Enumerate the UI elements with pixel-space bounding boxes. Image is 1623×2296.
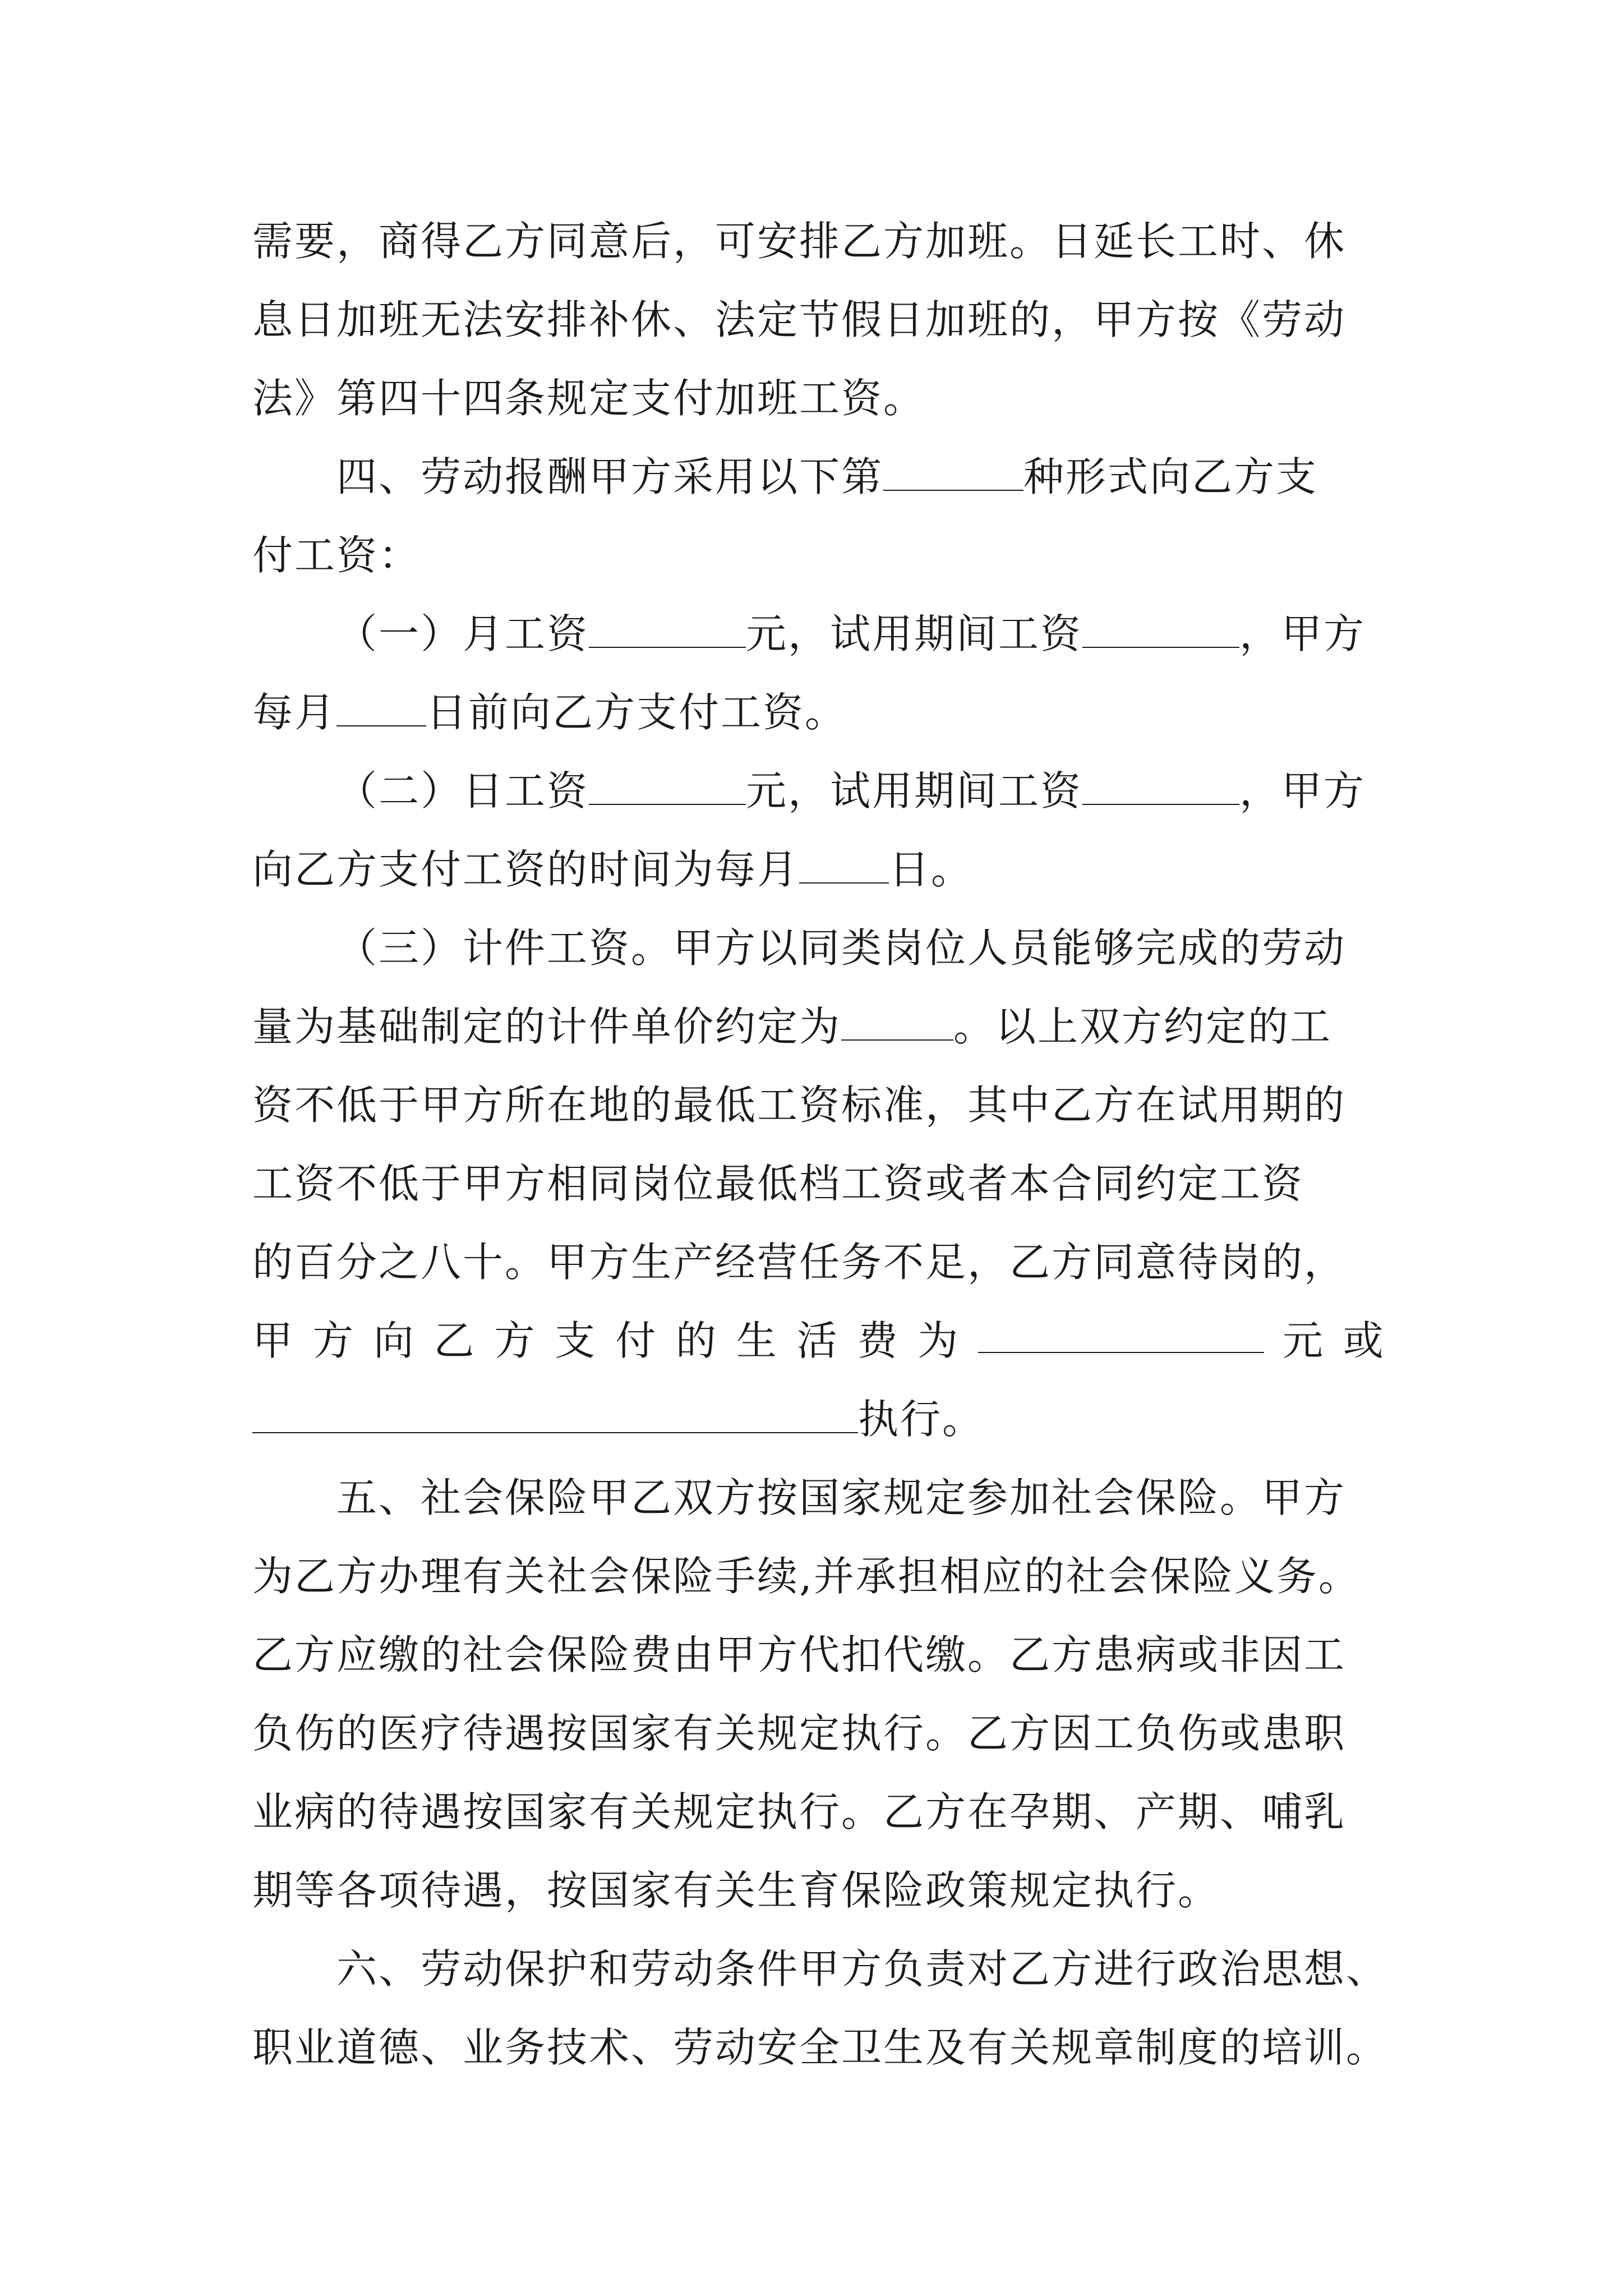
item-three-line-1: （三）计件工资。甲方以同类岗位人员能够完成的劳动 bbox=[336, 924, 1347, 972]
section-five-line-2: 为乙方办理有关社会保险手续,并承担相应的社会保险义务。 bbox=[252, 1553, 1361, 1600]
daily-pay-day-blank[interactable] bbox=[799, 882, 889, 884]
living-allowance-char: 活 bbox=[796, 1317, 839, 1364]
payment-form-blank[interactable] bbox=[883, 489, 1023, 491]
living-allowance-char: 付 bbox=[615, 1317, 658, 1364]
daily-wage-label: （二）日工资 bbox=[336, 767, 589, 815]
monthly-wage-label: （一）月工资 bbox=[336, 610, 589, 657]
section-five-line-1: 五、社会保险甲乙双方按国家规定参加社会保险。甲方 bbox=[336, 1474, 1347, 1521]
living-allowance-char: 生 bbox=[736, 1317, 778, 1364]
living-allowance-char: 乙 bbox=[434, 1317, 476, 1364]
overtime-line-1: 需要，商得乙方同意后，可安排乙方加班。日延长工时、休 bbox=[252, 218, 1347, 265]
overtime-line-2: 息日加班无法安排补休、法定节假日加班的，甲方按《劳动 bbox=[252, 296, 1347, 343]
living-allowance-char: 费 bbox=[857, 1317, 900, 1364]
section-five-line-3: 乙方应缴的社会保险费由甲方代扣代缴。乙方患病或非因工 bbox=[252, 1631, 1347, 1678]
section-four-heading: 四、劳动报酬甲方采用以下第 bbox=[336, 453, 884, 500]
section-four-line-2: 付工资： bbox=[252, 532, 421, 579]
living-allowance-char: 方 bbox=[494, 1317, 537, 1364]
living-allowance-char: 甲 bbox=[252, 1317, 295, 1364]
overtime-line-3: 法》第四十四条规定支付加班工资。 bbox=[252, 375, 926, 422]
section-six-line-2: 职业道德、业务技术、劳动安全卫生及有关规章制度的培训。 bbox=[252, 2024, 1389, 2071]
item-three-line-5: 的百分之八十。甲方生产经营任务不足，乙方同意待岗的， bbox=[252, 1239, 1347, 1286]
item-three-line-6 bbox=[252, 1301, 1385, 1380]
document-page bbox=[252, 202, 1389, 2087]
piece-rate-text: 。以上双方约定的工 bbox=[953, 1003, 1332, 1050]
daily-pay-day-text: 日。 bbox=[889, 846, 974, 893]
living-allowance-char: 支 bbox=[555, 1317, 597, 1364]
living-allowance-or: 或 bbox=[1343, 1317, 1385, 1364]
probation-wage-blank[interactable] bbox=[1082, 646, 1239, 648]
item-three-line-2 bbox=[252, 987, 1385, 1066]
section-five-line-6: 期等各项待遇，按国家有关生育保险政策规定执行。 bbox=[252, 1867, 1220, 1914]
daily-wage-blank[interactable] bbox=[589, 803, 746, 805]
living-allowance-unit: 元 bbox=[1282, 1317, 1325, 1364]
living-allowance-char: 方 bbox=[312, 1317, 355, 1364]
living-allowance-blank[interactable] bbox=[978, 1351, 1264, 1353]
item-three-line-4: 工资不低于甲方相同岗位最低档工资或者本合同约定工资 bbox=[252, 1160, 1304, 1207]
piece-rate-blank[interactable] bbox=[841, 1039, 953, 1041]
section-five-line-4: 负伤的医疗待遇按国家有关规定执行。乙方因工负伤或患职 bbox=[252, 1710, 1347, 1757]
item-one-tail: ，甲方 bbox=[1239, 610, 1366, 657]
item-two-line-2 bbox=[252, 830, 1385, 909]
monthly-wage-blank[interactable] bbox=[589, 646, 746, 648]
pay-day-label: 每月 bbox=[252, 689, 337, 736]
living-allowance-alt-blank[interactable] bbox=[252, 1432, 858, 1433]
item-two-tail: ，甲方 bbox=[1239, 767, 1366, 815]
item-three-line-3: 资不低于甲方所在地的最低工资标准，其中乙方在试用期的 bbox=[252, 1082, 1347, 1129]
pay-day-blank[interactable] bbox=[336, 725, 426, 726]
execute-text: 执行。 bbox=[858, 1396, 985, 1443]
section-five-line-5: 业病的待遇按国家有关规定执行。乙方在孕期、产期、哺乳 bbox=[252, 1788, 1347, 1835]
section-four-text: 种形式向乙方支 bbox=[1023, 453, 1318, 500]
item-one-line-1 bbox=[252, 595, 1385, 673]
pay-day-text: 日前向乙方支付工资。 bbox=[426, 689, 847, 736]
section-six-line-1: 六、劳动保护和劳动条件甲方负责对乙方进行政治思想、 bbox=[336, 1945, 1389, 1993]
item-one-line-2 bbox=[252, 673, 1385, 752]
section-four-line-1 bbox=[252, 438, 1385, 516]
living-allowance-char: 为 bbox=[917, 1317, 960, 1364]
probation-wage-label: 元，试用期间工资 bbox=[746, 610, 1083, 657]
item-two-line-1 bbox=[252, 752, 1385, 830]
living-allowance-char: 的 bbox=[675, 1317, 718, 1364]
item-three-line-7 bbox=[252, 1380, 1385, 1458]
daily-probation-label: 元，试用期间工资 bbox=[746, 767, 1083, 815]
living-allowance-char: 向 bbox=[373, 1317, 416, 1364]
daily-pay-time-label: 向乙方支付工资的时间为每月 bbox=[252, 846, 800, 893]
piece-rate-label: 量为基础制定的计件单价约定为 bbox=[252, 1003, 842, 1050]
daily-probation-blank[interactable] bbox=[1082, 803, 1239, 805]
